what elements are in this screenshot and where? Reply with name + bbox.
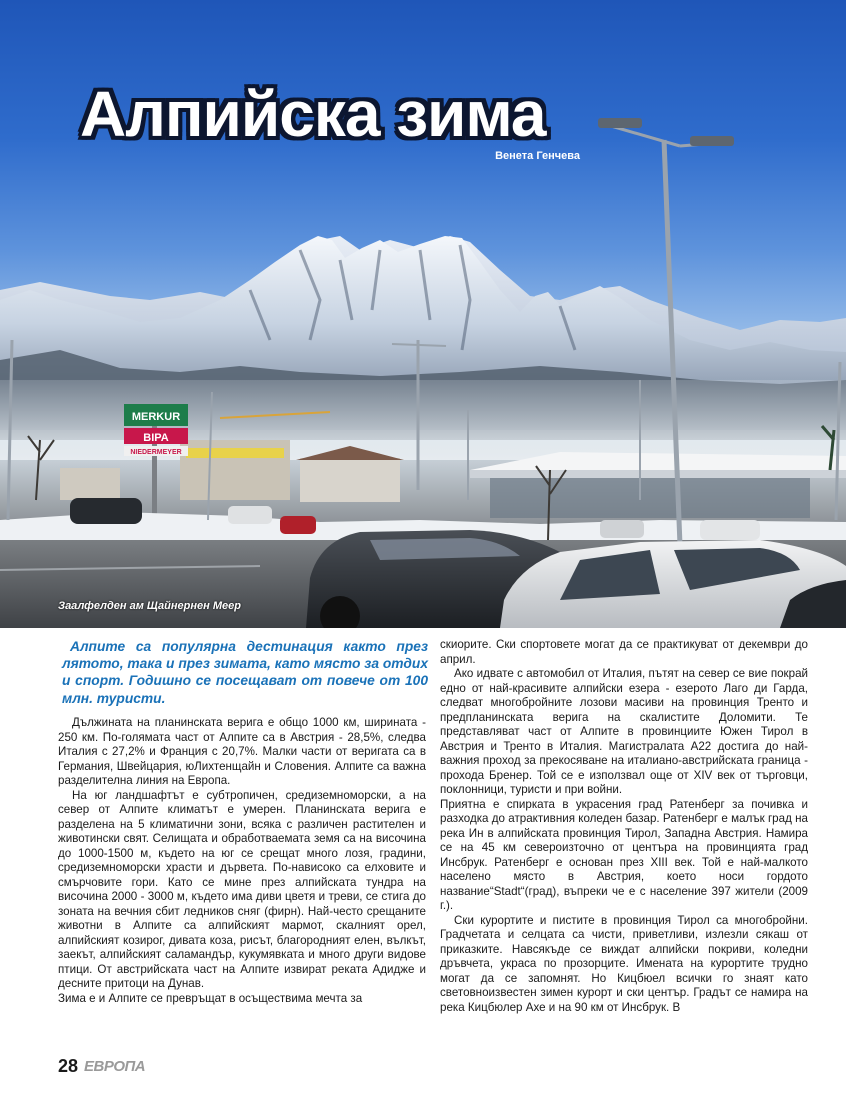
page-number: 28	[58, 1056, 79, 1076]
merkur-sign: MERKUR	[131, 411, 181, 423]
article-author: Венета Генчева	[495, 150, 580, 162]
paragraph: Зима е и Алпите се превръщат в осъществима мечта за	[58, 991, 363, 1005]
paragraph: Дължината на планинската верига е общо 1000 км, ширината - 250 км. По-голямата част от Алпите са в Австрия - 28,5%, следва Италия с 27,2% и Франция с 20,7%. Малки части от веригата са в Германия, Швейцария, юЛихтенщайн и Словения. Алпите са важна разделителна линия на Европа.	[58, 716, 426, 787]
paragraph: На юг ландшафтът е субтропичен, средиземноморски, а на север от Алпите климатът е умерен. Планинската верига е разделена на 5 климатични зони, всяка с различен растителен и животински свят. Селищата и обработваемата земя са на височина до 1000-1500 м, където на юг се срещат много лозя, градини, средиземноморски храсти и дървета. По-нависоко са елховите и смърчовите гори. Като се мине през алпийската тундра на височина 2000 - 3000 м, където има диви цветя и треви, се стига до зоната на вечния сбит ледников сняг (фирн). Най-често срещаните животни в Алпите са алпийският мармот, скалният орел, алпийският козирог, дивата коза, рисът, благородният елен, вълкът, заекът, алпийският саламандър, кукумявката и много други видове птици. От австрийската част на Алпите извират реката Адидже и десните притоци на Дунав.	[58, 788, 426, 990]
photo-caption: Заалфелден ам Щайнернен Меер	[58, 600, 241, 612]
paragraph: скиорите. Ски спортовете могат да се практикуват от декември до април.	[440, 638, 808, 666]
right-column	[440, 638, 808, 1015]
bipa-sign: BIPA	[143, 432, 169, 444]
article-lead: Алпите са популярна дестинация както през лятото, така и през зимата, като място за отдих и спорт. Годишно се посещават от повече от 100 млн. туристи.	[62, 639, 428, 706]
niedermeyer-sign: NIEDERMEYER	[130, 449, 182, 456]
paragraph: Приятна е спирката в украсения град Ратенберг за почивка и разходка до атрактивния коледен базар. Ратенберг е малък град на река Ин в алпийската провинция Тирол, Западна Австрия. Намира се на 45 км североизточно от центъра на провинцията град Инсбрук. Ратенберг е основан през XIII век. Той е най-малкото населено място в Австрия, което носи гордото название“Stadt“(град), въпреки че е с население 397 жители (2009 г.).	[440, 797, 808, 912]
paragraph: Ако идвате с автомобил от Италия, пътят на север се вие покрай едно от най-красивите алпийски езера - езерото Лаго ди Гарда, следват многобройните лозови масиви на провинция Тренто и предпланинската верига на скалистите Доломити. Те представляват част от Алпите в провинциите Южен Тирол в Австрия и Тренто в Италия. Магистралата А22 достига до най-важния проход за прекосяване на италиано-австрийската граница - прохода Бренер. Той се е използвал още от XIV век от търговци, поклонници, туристи и при войни.	[440, 667, 808, 796]
article-title: Алпийска зима	[80, 78, 546, 150]
paragraph: Ски курортите и пистите в провинция Тирол са многобройни. Градчетата и селцата са чисти, приветливи, излезли сякаш от приказките. Навсякъде се виждат алпийски покриви, коледни дръвчета, украса по прозорците. Имената на курортите трудно могат да се запомнят. Но Кицбюел всички го знаят като световноизвестен зимен курорт и ски център. Градът се намира на река Кицбюлер Ахе и на 90 км от Инсбрук. В	[440, 913, 808, 1014]
magazine-logo: ЕВРОПА	[84, 1058, 146, 1075]
left-column	[58, 716, 426, 1006]
